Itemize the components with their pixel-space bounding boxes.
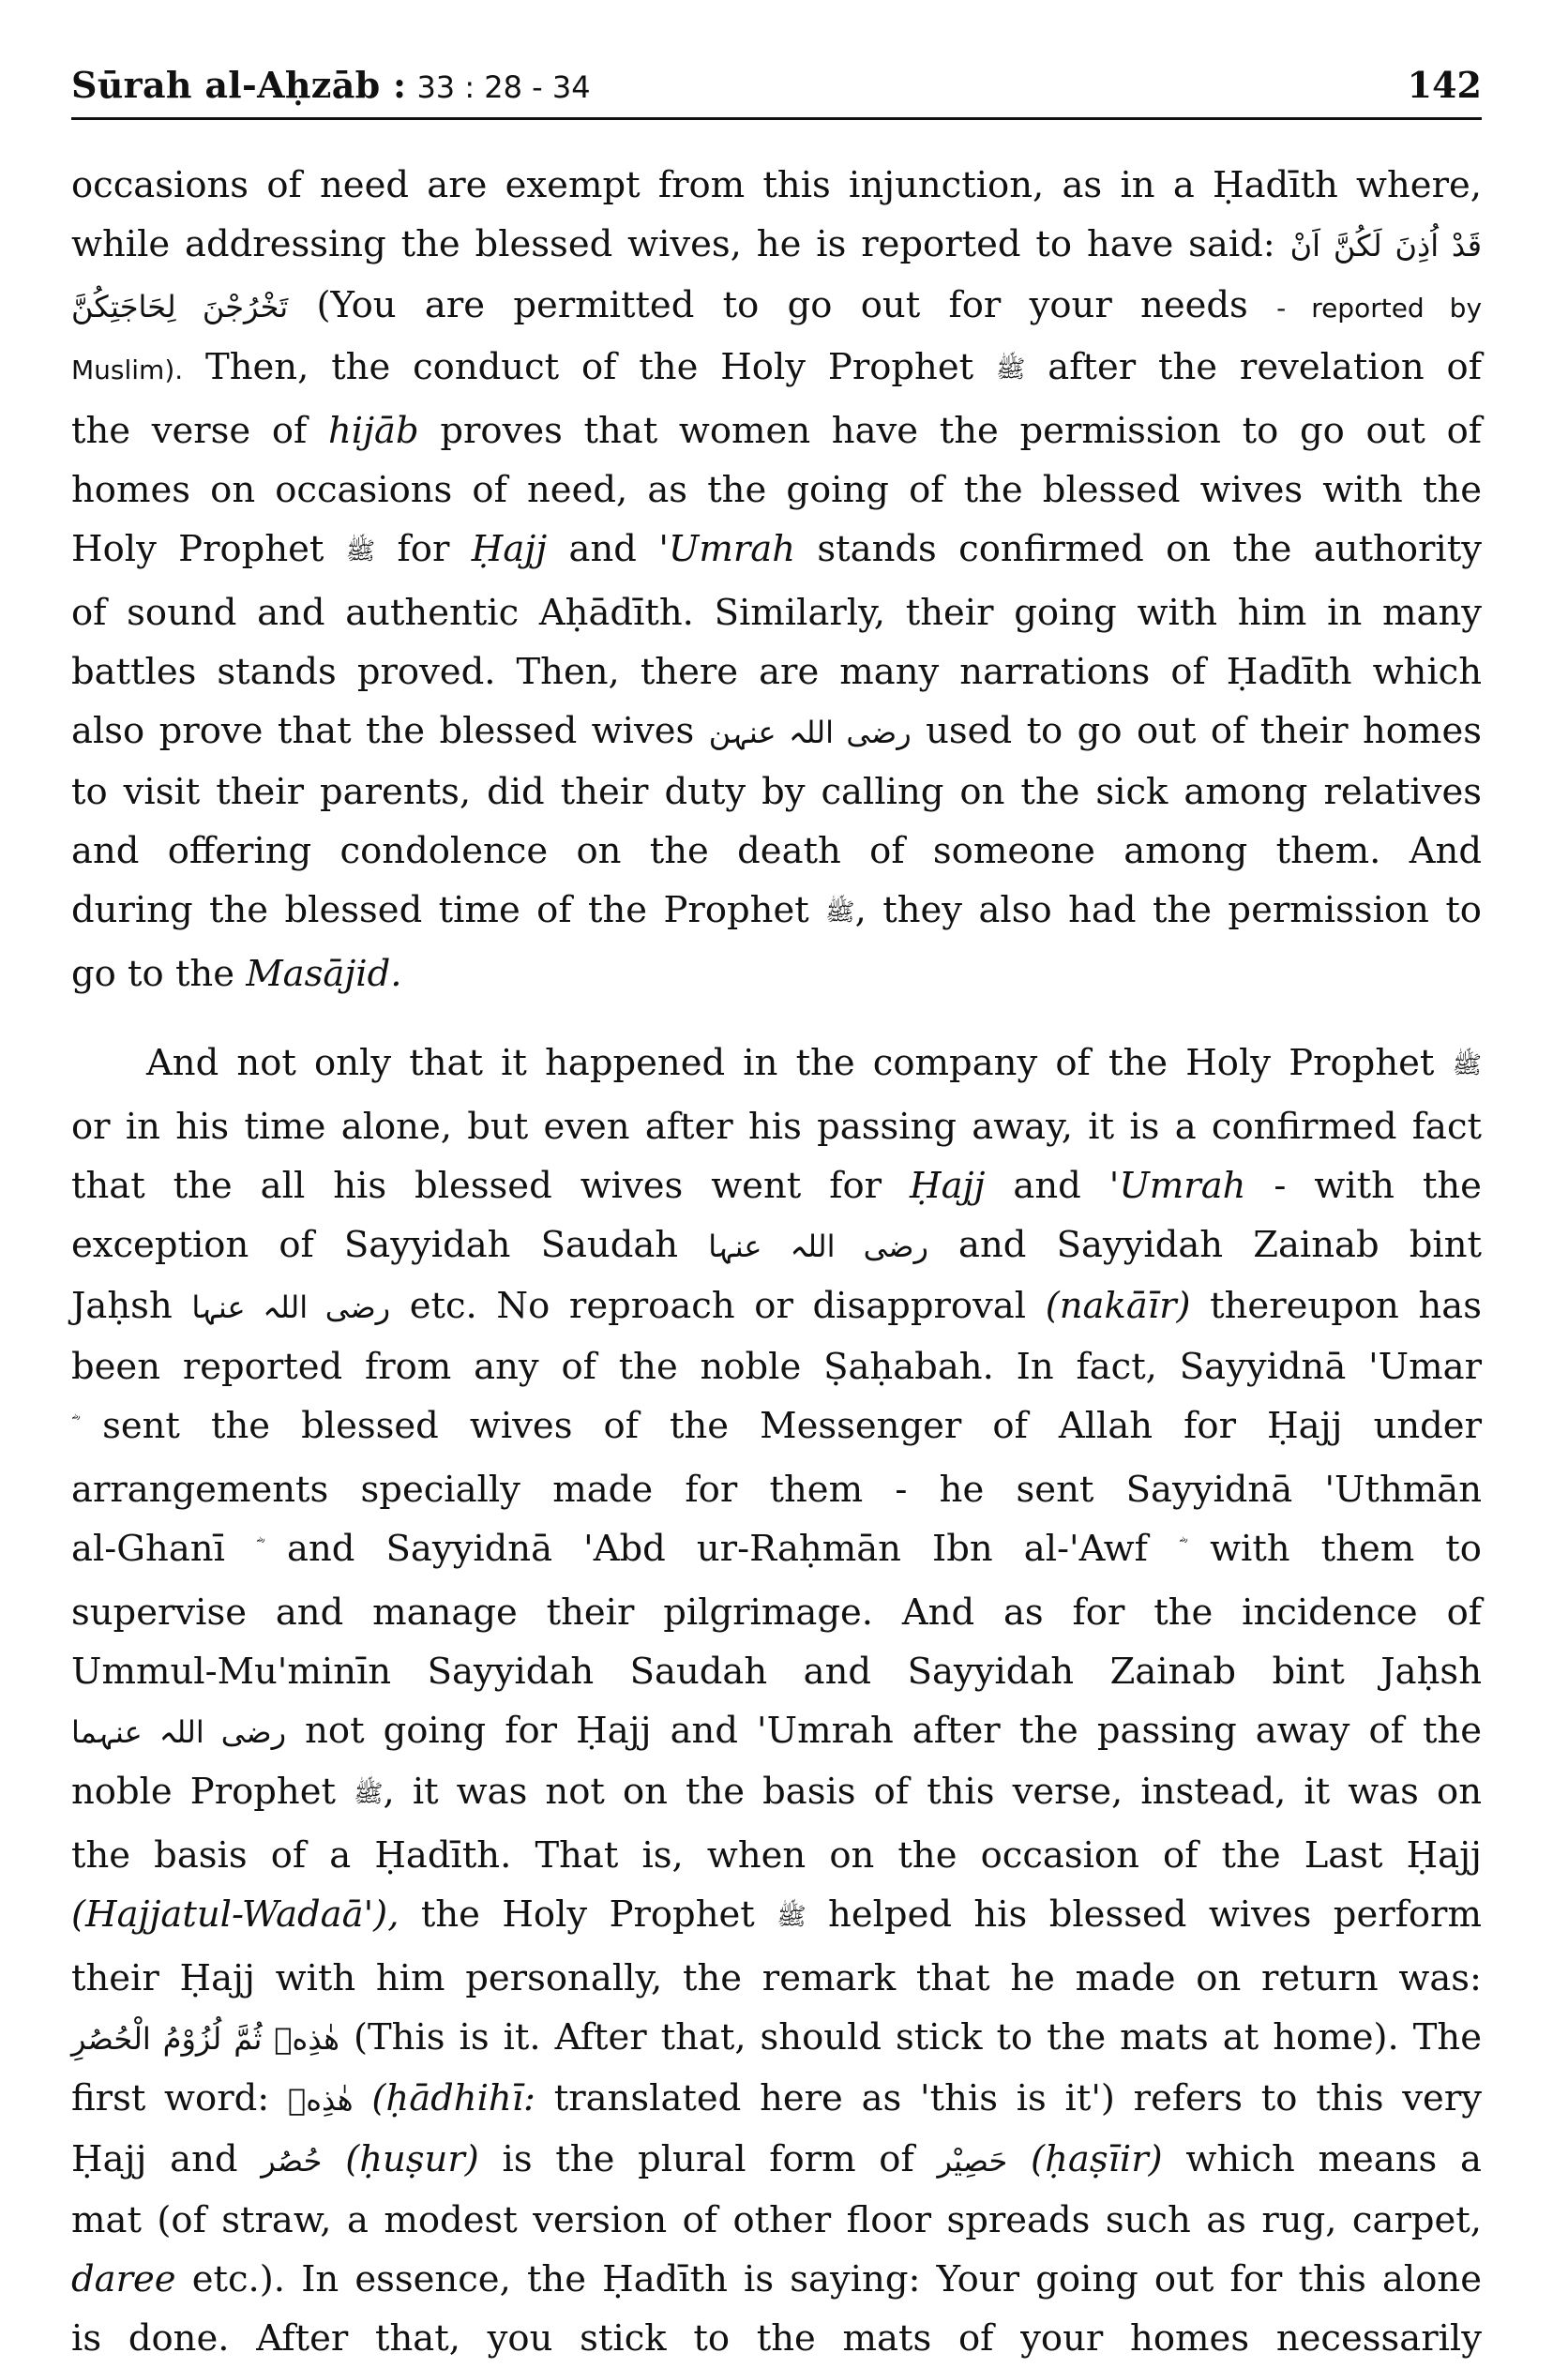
text-line: arrangements specially made for them - he sent Sayyidnā 'Uthmān <box>71 1469 1482 1511</box>
text-line: sent the blessed wives of the Messenger of Allah for Ḥajj under <box>102 1405 1482 1447</box>
salawat-icon: ﷺ <box>995 355 1026 384</box>
text-line: And not only that it happened in the company of the Holy Prophet ﷺ <box>71 1033 1482 1097</box>
salawat-icon: ﷺ <box>776 1903 807 1931</box>
text-line: during the blessed time of the Prophet ﷺ, they also had the permission to <box>71 881 1482 944</box>
text-line: and offering condolence on the death of someone among them. And <box>71 830 1482 872</box>
running-title <box>71 64 591 106</box>
arabic-phrase: رضی اللہ عنہا <box>191 1290 391 1325</box>
text-line: while addressing the blessed wives, he is reported to have said: قَدْ اُذِنَ لَكُنَّ اَنْ <box>71 223 1482 265</box>
arabic-phrase: رضی اللہ عنہما <box>71 1714 287 1750</box>
text-line: mat (of straw, a modest version of other floor spreads such as rug, carpet, <box>71 2199 1482 2241</box>
arabic-phrase: حَصِیْر <box>937 2143 1008 2179</box>
text-line: رضی اللہ عنہما not going for Ḥajj and 'Umrah after the passing away of the <box>71 1710 1482 1752</box>
text-line: تَخْرُجْنَ لِحَاجَتِكُنَّ (You are permitted to go out for your needs - reported by <box>71 284 1483 326</box>
text-line: to visit their parents, did their duty by calling on the sick among relatives <box>71 771 1482 813</box>
text-line: Ummul-Mu'minīn Sayyidah Saudah and Sayyidah Zainab bint Jaḥsh <box>71 1651 1482 1693</box>
text-line: been reported from any of the noble Ṣaḥabah. In fact, Sayyidnā 'Umar <box>71 1346 1482 1388</box>
text-line: also prove that the blessed wives رضی اللہ عنہن used to go out of their homes <box>71 710 1482 752</box>
arabic-phrase: رضی اللہ عنہا <box>708 1229 928 1264</box>
arabic-phrase: هٰذِهٖ <box>287 2082 354 2118</box>
text-line: homes on occasions of need, as the going of the blessed wives with the <box>71 469 1482 511</box>
text-line: Muslim). Then, the conduct of the Holy Prophet ﷺ after the revelation of <box>71 338 1482 401</box>
text-line: is done. After that, you stick to the mats of your homes necessarily <box>71 2317 1482 2360</box>
text-line: occasions of need are exempt from this injunction, as in a Ḥadīth where, <box>71 164 1482 206</box>
salawat-icon: ﷺ <box>1452 1051 1482 1079</box>
text-line: or in his time alone, but even after his passing away, it is a confirmed fact <box>71 1106 1482 1148</box>
arabic-phrase: تَخْرُجْنَ لِحَاجَتِكُنَّ <box>71 289 289 324</box>
text-line: go to the Masājid. <box>71 953 402 995</box>
text-line: the basis of a Ḥadīth. That is, when on the occasion of the Last Ḥajj <box>71 1834 1482 1877</box>
page-header <box>71 53 1482 120</box>
arabic-phrase: قَدْ اُذِنَ لَكُنَّ اَنْ <box>1289 228 1482 264</box>
verse-reference: 33 : 28 - 34 <box>416 69 591 105</box>
text-line: Jaḥsh رضی اللہ عنہا etc. No reproach or disapproval (nakāīr) thereupon has <box>71 1285 1482 1327</box>
text-line: supervise and manage their pilgrimage. And as for the incidence of <box>71 1591 1482 1634</box>
paragraph-break <box>71 1003 1482 1033</box>
text-line: al-Ghanī and Sayyidnā 'Abd ur-Raḥmān Ibn al-'Awf with them to <box>71 1528 1482 1570</box>
salawat-icon: ﷺ <box>354 1780 384 1808</box>
text-line: هٰذِهٖ ثُمَّ لُزُوْمُ الْحُصُرِ (This is it. After that, should stick to the mats at home). The <box>71 2016 1482 2059</box>
text-line: Holy Prophet ﷺ for Ḥajj and 'Umrah stands confirmed on the authority <box>71 520 1482 583</box>
text-line: noble Prophet ﷺ, it was not on the basis of this verse, instead, it was on <box>71 1762 1482 1826</box>
arabic-phrase: هٰذِهٖ ثُمَّ لُزُوْمُ الْحُصُرِ <box>71 2021 339 2057</box>
text-line: exception of Sayyidah Saudah رضی اللہ عنہا and Sayyidah Zainab bint <box>71 1224 1482 1266</box>
text-line: first word: هٰذِهٖ (ḥādhihī: translated here as 'this is it') refers to this very <box>71 2077 1482 2119</box>
arabic-phrase: رضی اللہ عنہن <box>708 715 912 750</box>
salawat-icon: ﷺ <box>345 537 376 566</box>
text-line: the verse of hijāb proves that women have the permission to go out of <box>71 410 1482 452</box>
text-line: daree etc.). In essence, the Ḥadīth is saying: Your going out for this alone <box>71 2258 1482 2300</box>
text-line: their Ḥajj with him personally, the remark that he made on return was: <box>71 1957 1482 1999</box>
text-line: battles stands proved. Then, there are many narrations of Ḥadīth which <box>71 651 1482 693</box>
arabic-phrase: حُصُر <box>261 2143 323 2179</box>
text-line: that the all his blessed wives went for Ḥajj and 'Umrah - with the <box>71 1165 1482 1207</box>
page-number: 142 <box>1407 64 1482 106</box>
surah-title: Sūrah al-Aḥzāb : <box>71 64 407 106</box>
salawat-icon: ﷺ <box>825 898 855 927</box>
text-line: Ḥajj and حُصُر (ḥuṣur) is the plural form of حَصِیْر (ḥaṣīir) which means a <box>71 2138 1482 2180</box>
page-body <box>71 156 1482 2368</box>
text-line: (Hajjatul-Wadaā'), the Holy Prophet ﷺ helped his blessed wives perform <box>71 1885 1482 1949</box>
text-line: of sound and authentic Aḥādīth. Similarly, their going with him in many <box>71 592 1482 634</box>
